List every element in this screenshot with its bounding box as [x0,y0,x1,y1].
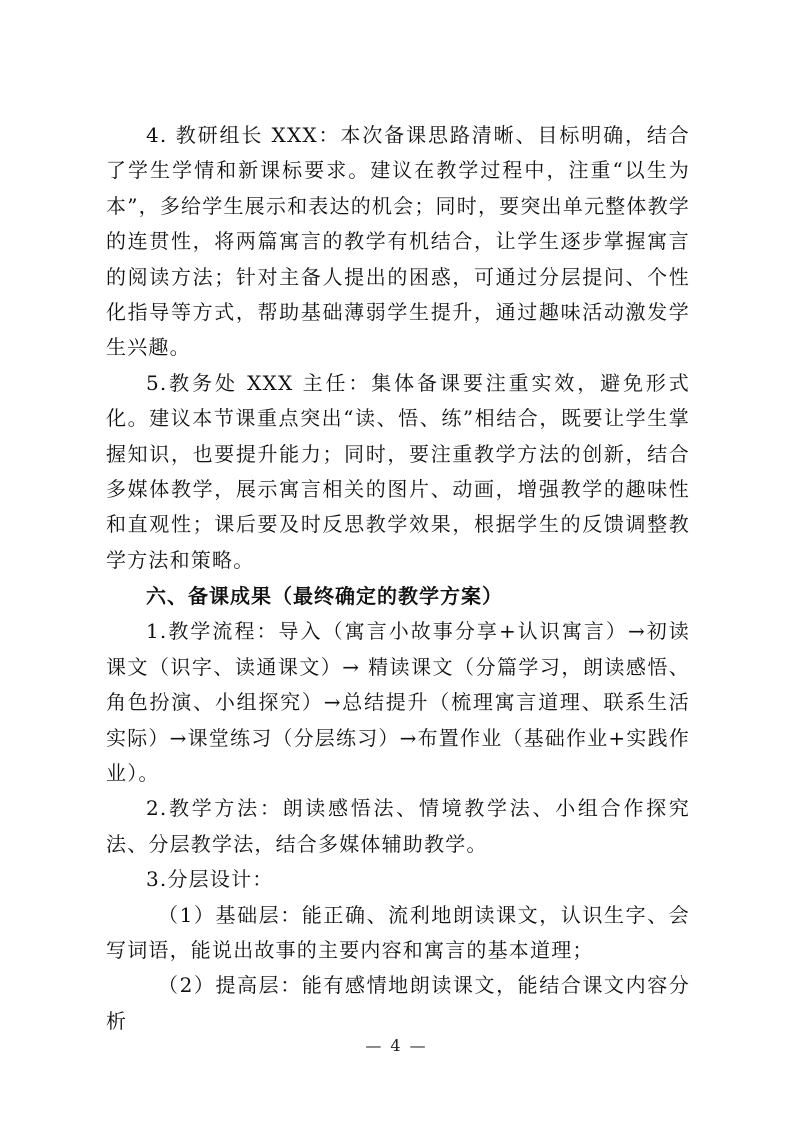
layered-design-item: 3.分层设计： [146,867,274,892]
comment-paragraph-4: 4. 教研组长 XXX：本次备课思路清晰、目标明确，结合了学生学情和新课标要求。建议在教学过程中，注重“以生为本”，多给学生展示和表达的机会；同时，要突出单元整体教学的连贯性，将两篇寓言的教学有机结合，让学生逐步掌握寓言的阅读方法；针对主备人提出的困惑，可通过分层提问、个性化指导等方式，帮助基础薄弱学生提升，通过趣味活动激发学生兴趣。 [106,123,690,360]
teaching-process-item: 1.教学流程：导入（寓言小故事分享+认识寓言）→初读课文（识字、读通课文）→ 精读课文（分篇学习，朗读感悟、角色扮演、小组探究）→总结提升（梳理寓言道理、联系生活实际）→课堂练习（分层练习）→布置作业（基础作业+实践作业）。 [106,619,690,785]
page-number: — 4 — [365,1036,428,1055]
section-heading: 六、备课成果（最终确定的教学方案） [146,584,503,609]
comment-paragraph-5: 5.教务处 XXX 主任：集体备课要注重实效，避免形式化。建议本节课重点突出“读、悟、练”相结合，既要让学生掌握知识，也要提升能力；同时，要注重教学方法的创新，结合多媒体教学，展示寓言相关的图片、动画，增强教学的趣味性和直观性；课后要及时反思教学效果，根据学生的反馈调整教学方法和策略。 [106,370,690,572]
advanced-level-item: （2）提高层：能有感情地朗读课文，能结合课文内容分析 [106,973,690,1033]
document-body [106,118,690,1039]
basic-level-item: （1）基础层：能正确、流利地朗读课文，认识生字、会写词语，能说出故事的主要内容和寓言的基本道理； [106,902,690,962]
teaching-method-item: 2.教学方法：朗读感悟法、情境教学法、小组合作探究法、分层教学法，结合多媒体辅助教学。 [106,796,690,856]
